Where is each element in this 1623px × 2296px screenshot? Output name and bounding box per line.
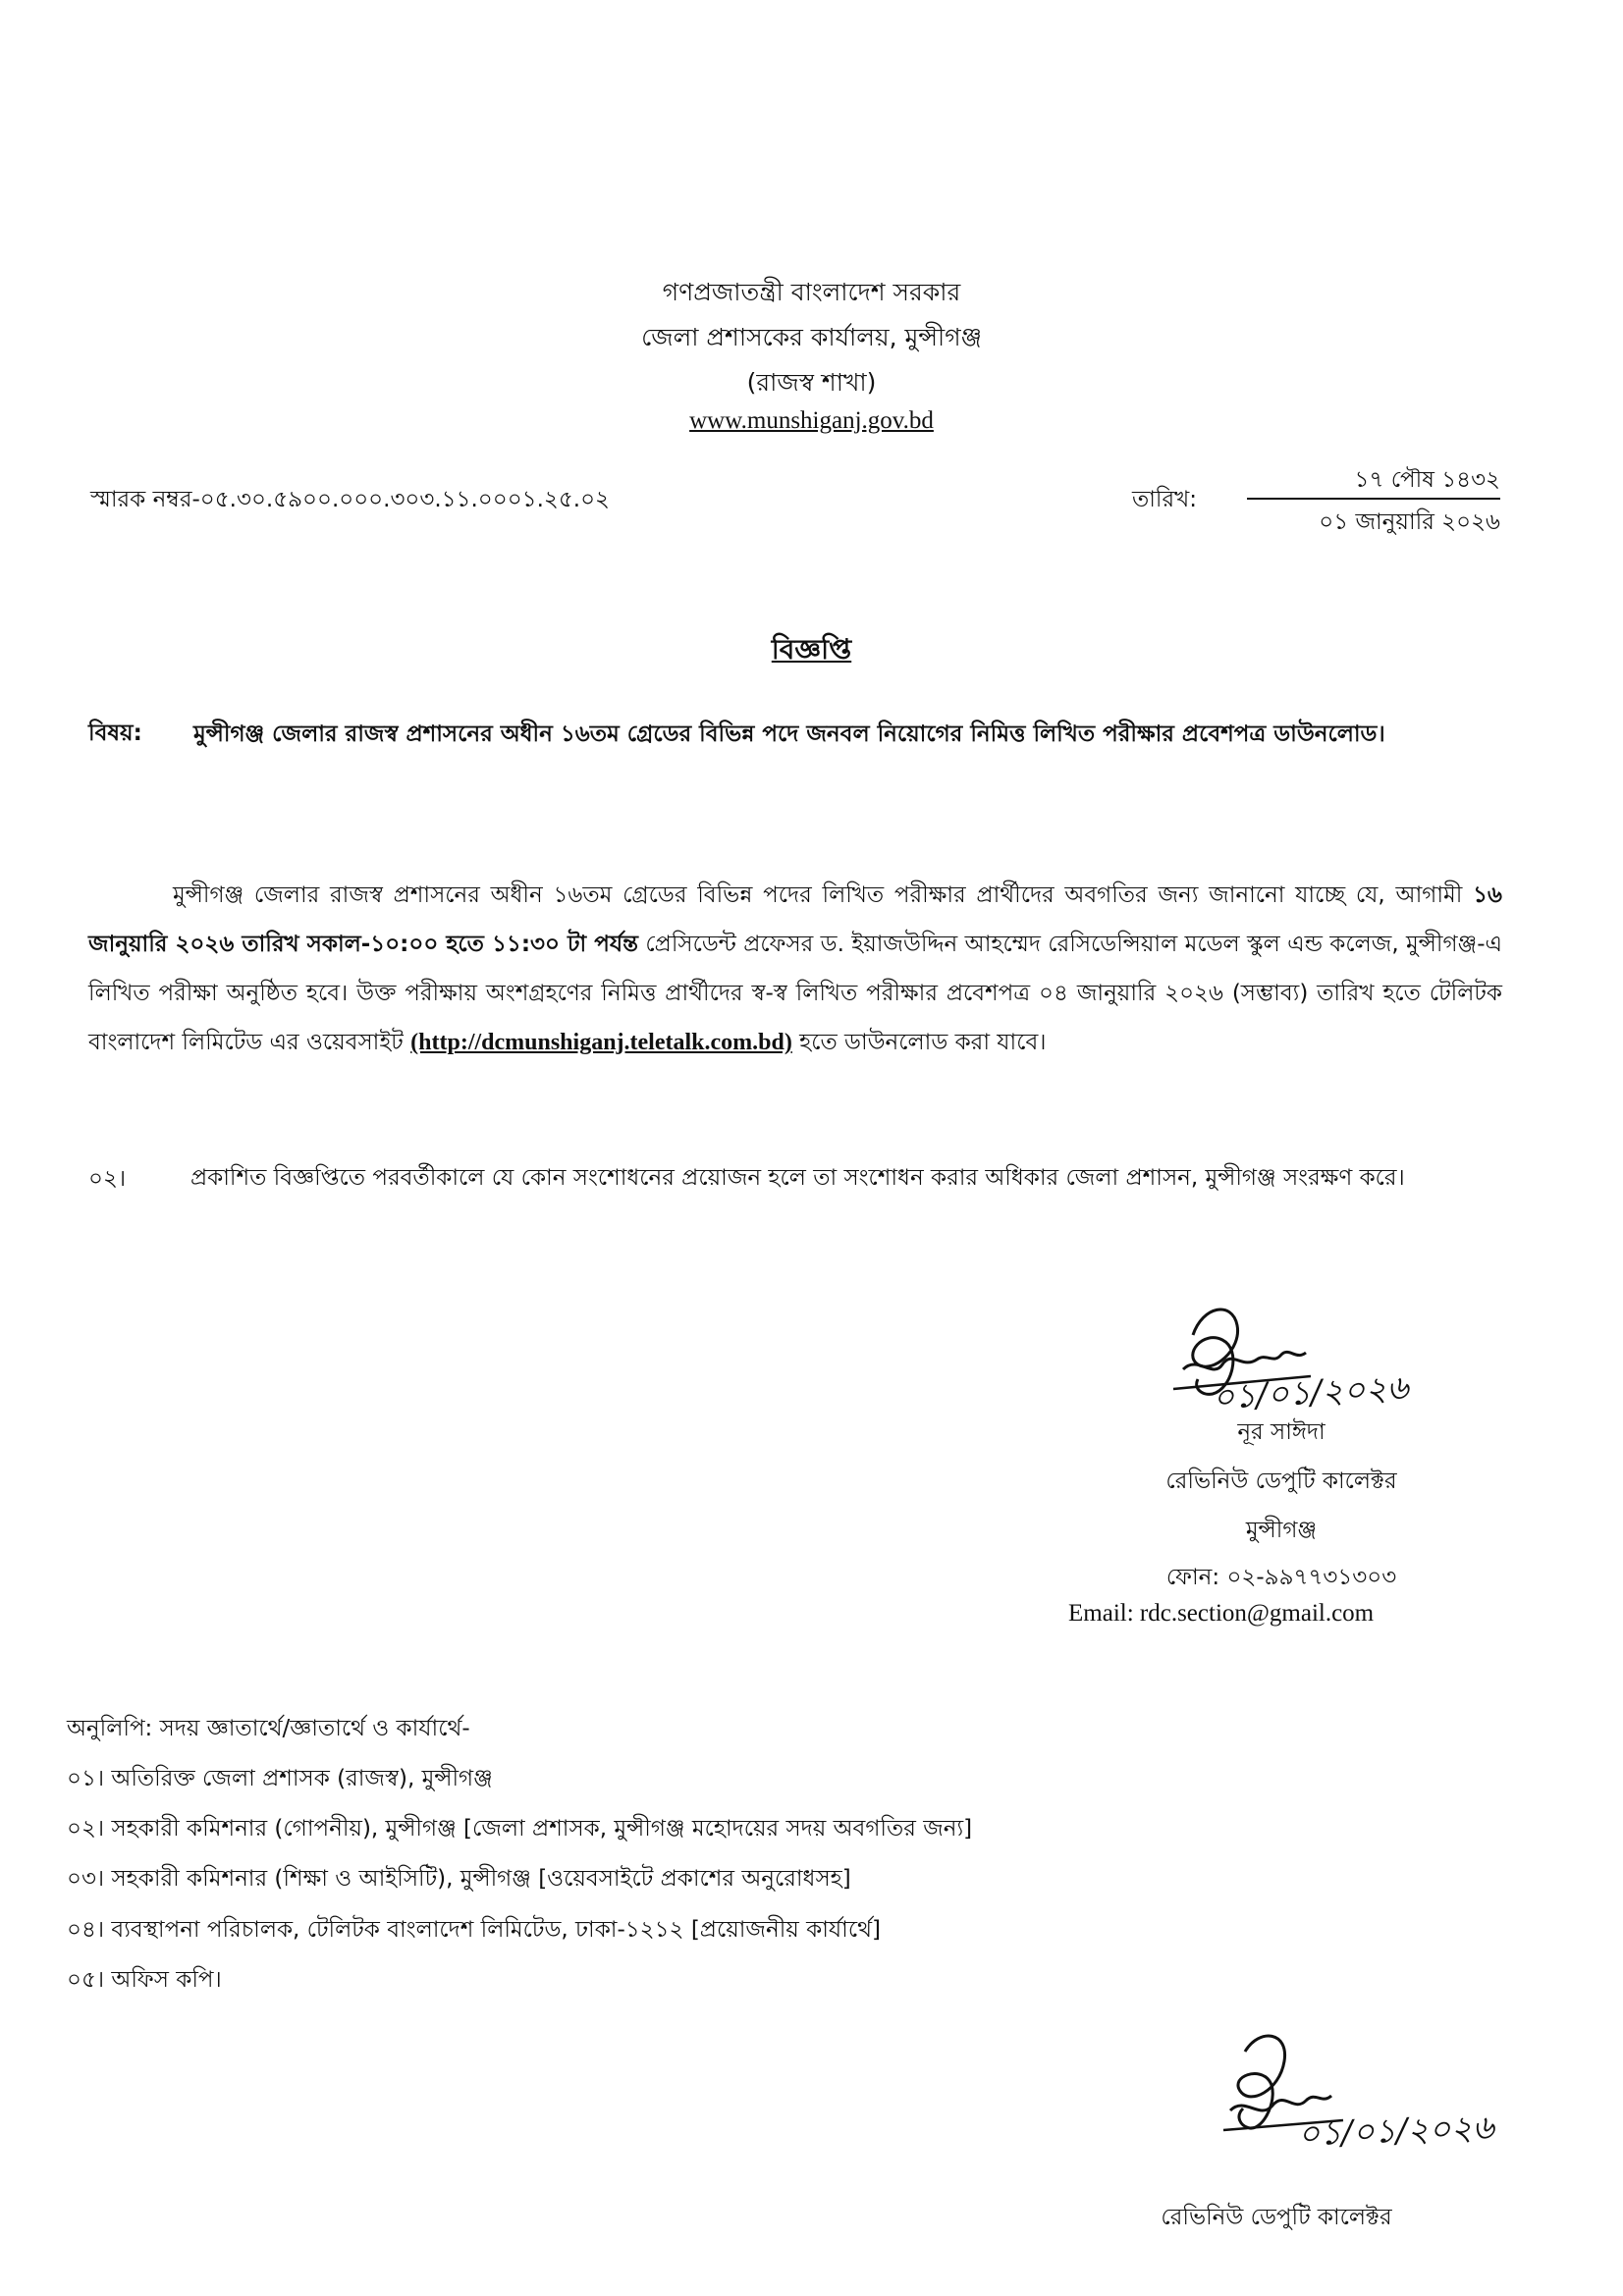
signature-2-date: ০১/০১/২০২৬ (1297, 2108, 1495, 2155)
p1-text-a: মুন্সীগঞ্জ জেলার রাজস্ব প্রশাসনের অধীন ১৬তম গ্রেডের বিভিন্ন পদের লিখিত পরীক্ষার প্রার্থীদের অবগতির জন্য জানানো যাচ্ছে যে, আগামী (173, 882, 1474, 908)
p1-text-b: প্রেসিডেন্ট প্রফেসর ড. ইয়াজউদ্দিন আহম্মেদ রেসিডেন্সিয়াল মডেল স্কুল এন্ড কলেজ, মুন্সীগঞ্জ-এ লিখিত পরীক্ষা অনুষ্ঠিত হবে। উক্ত পরীক্ষায় অংশগ্রহণের নিমিত্ত প্রার্থীদের স্ব-স্ব লিখিত পরীক্ষার প্রবেশপত্র ০৪ জানুয়ারি ২০২৬ (সম্ভাব্য) তারিখ হতে টেলিটক বাংলাদেশ লিমিটেড এর ওয়েবসাইট (88, 932, 1502, 1055)
p1-exam-time: ১৬ জানুয়ারি ২০২৬ তারিখ সকাল-১০:০০ হতে ১১:৩০ টা পর্যন্ত (88, 882, 1502, 957)
website-link-wrap (0, 404, 1623, 437)
signature-1-date: ০১/০১/২০২৬ (1211, 1367, 1410, 1418)
p2-text: প্রকাশিত বিজ্ঞপ্তিতে পরবর্তীকালে যে কোন সংশোধনের প্রয়োজন হলে তা সংশোধন করার অধিকার জেলা প্রশাসন, মুন্সীগঞ্জ সংরক্ষণ করে। (190, 1165, 1405, 1191)
memo-number: স্মারক নম্বর-০৫.৩০.৫৯০০.০০০.৩০৩.১১.০০০১.২৫.০২ (90, 487, 610, 512)
p1-text-c: হতে ডাউনলোড করা যাবে। (791, 1030, 1047, 1055)
notice-title-text: বিজ্ঞপ্তি (771, 633, 852, 666)
copies-item-2: ০২। সহকারী কমিশনার (গোপনীয়), মুন্সীগঞ্জ [জেলা প্রশাসক, মুন্সীগঞ্জ মহোদয়ের সদয় অবগতির জন্য] (67, 1816, 973, 1842)
date-label: তারিখ: (1132, 487, 1198, 512)
section-name: (রাজস্ব শাখা) (746, 368, 877, 397)
signatory-phone: ফোন: ০২-৯৯৭৭৩১৩০৩ (1165, 1565, 1397, 1590)
signatory-name: নূর সাঈদা (1237, 1419, 1325, 1445)
teletalk-link[interactable]: (http://dcmunshiganj.teletalk.com.bd) (410, 1030, 792, 1055)
signatory-district: মুন্সীগঞ্জ (1245, 1518, 1318, 1543)
body-paragraph-2 (88, 1153, 1502, 1202)
copies-heading: অনুলিপি: সদয় জ্ঞাতার্থে/জ্ঞাতার্থে ও কার্যার্থে- (67, 1716, 470, 1741)
date-divider (1247, 498, 1500, 500)
body-paragraph-1 (88, 871, 1502, 1067)
signatory-email[interactable]: Email: rdc.section@gmail.com (1068, 1600, 1375, 1627)
subject-text: মুন্সীগঞ্জ জেলার রাজস্ব প্রশাসনের অধীন ১৬তম গ্রেডের বিভিন্ন পদে জনবল নিয়োগের নিমিত্ত লিখিত পরীক্ষার প্রবেশপত্র ডাউনলোড। (193, 721, 1385, 747)
date-english: ০১ জানুয়ারি ২০২৬ (1319, 509, 1500, 535)
copies-item-5: ০৫। অফিস কপি। (67, 1967, 222, 1993)
copies-item-1: ০১। অতিরিক্ত জেলা প্রশাসক (রাজস্ব), মুন্সীগঞ্জ (67, 1766, 493, 1791)
date-bangla: ১৭ পৌষ ১৪৩২ (1354, 467, 1500, 493)
website-link[interactable]: www.munshiganj.gov.bd (689, 407, 934, 434)
p2-number: ০২। (88, 1166, 127, 1192)
office-name: জেলা প্রশাসকের কার্যালয়, মুন্সীগঞ্জ (641, 323, 982, 351)
footer-designation: রেভিনিউ ডেপুটি কালেক্টর (1161, 2205, 1392, 2230)
signatory-designation: রেভিনিউ ডেপুটি কালেক্টর (1165, 1468, 1397, 1494)
govt-name: গণপ্রজাতন্ত্রী বাংলাদেশ সরকার (662, 278, 961, 306)
notice-title (0, 628, 1623, 674)
copies-item-4: ০৪। ব্যবস্থাপনা পরিচালক, টেলিটক বাংলাদেশ লিমিটেড, ঢাকা-১২১২ [প্রয়োজনীয় কার্যার্থে] (67, 1917, 881, 1943)
copies-item-3: ০৩। সহকারী কমিশনার (শিক্ষা ও আইসিটি), মুন্সীগঞ্জ [ওয়েবসাইটে প্রকাশের অনুরোধসহ] (67, 1866, 851, 1892)
subject-label: বিষয়: (88, 721, 142, 746)
